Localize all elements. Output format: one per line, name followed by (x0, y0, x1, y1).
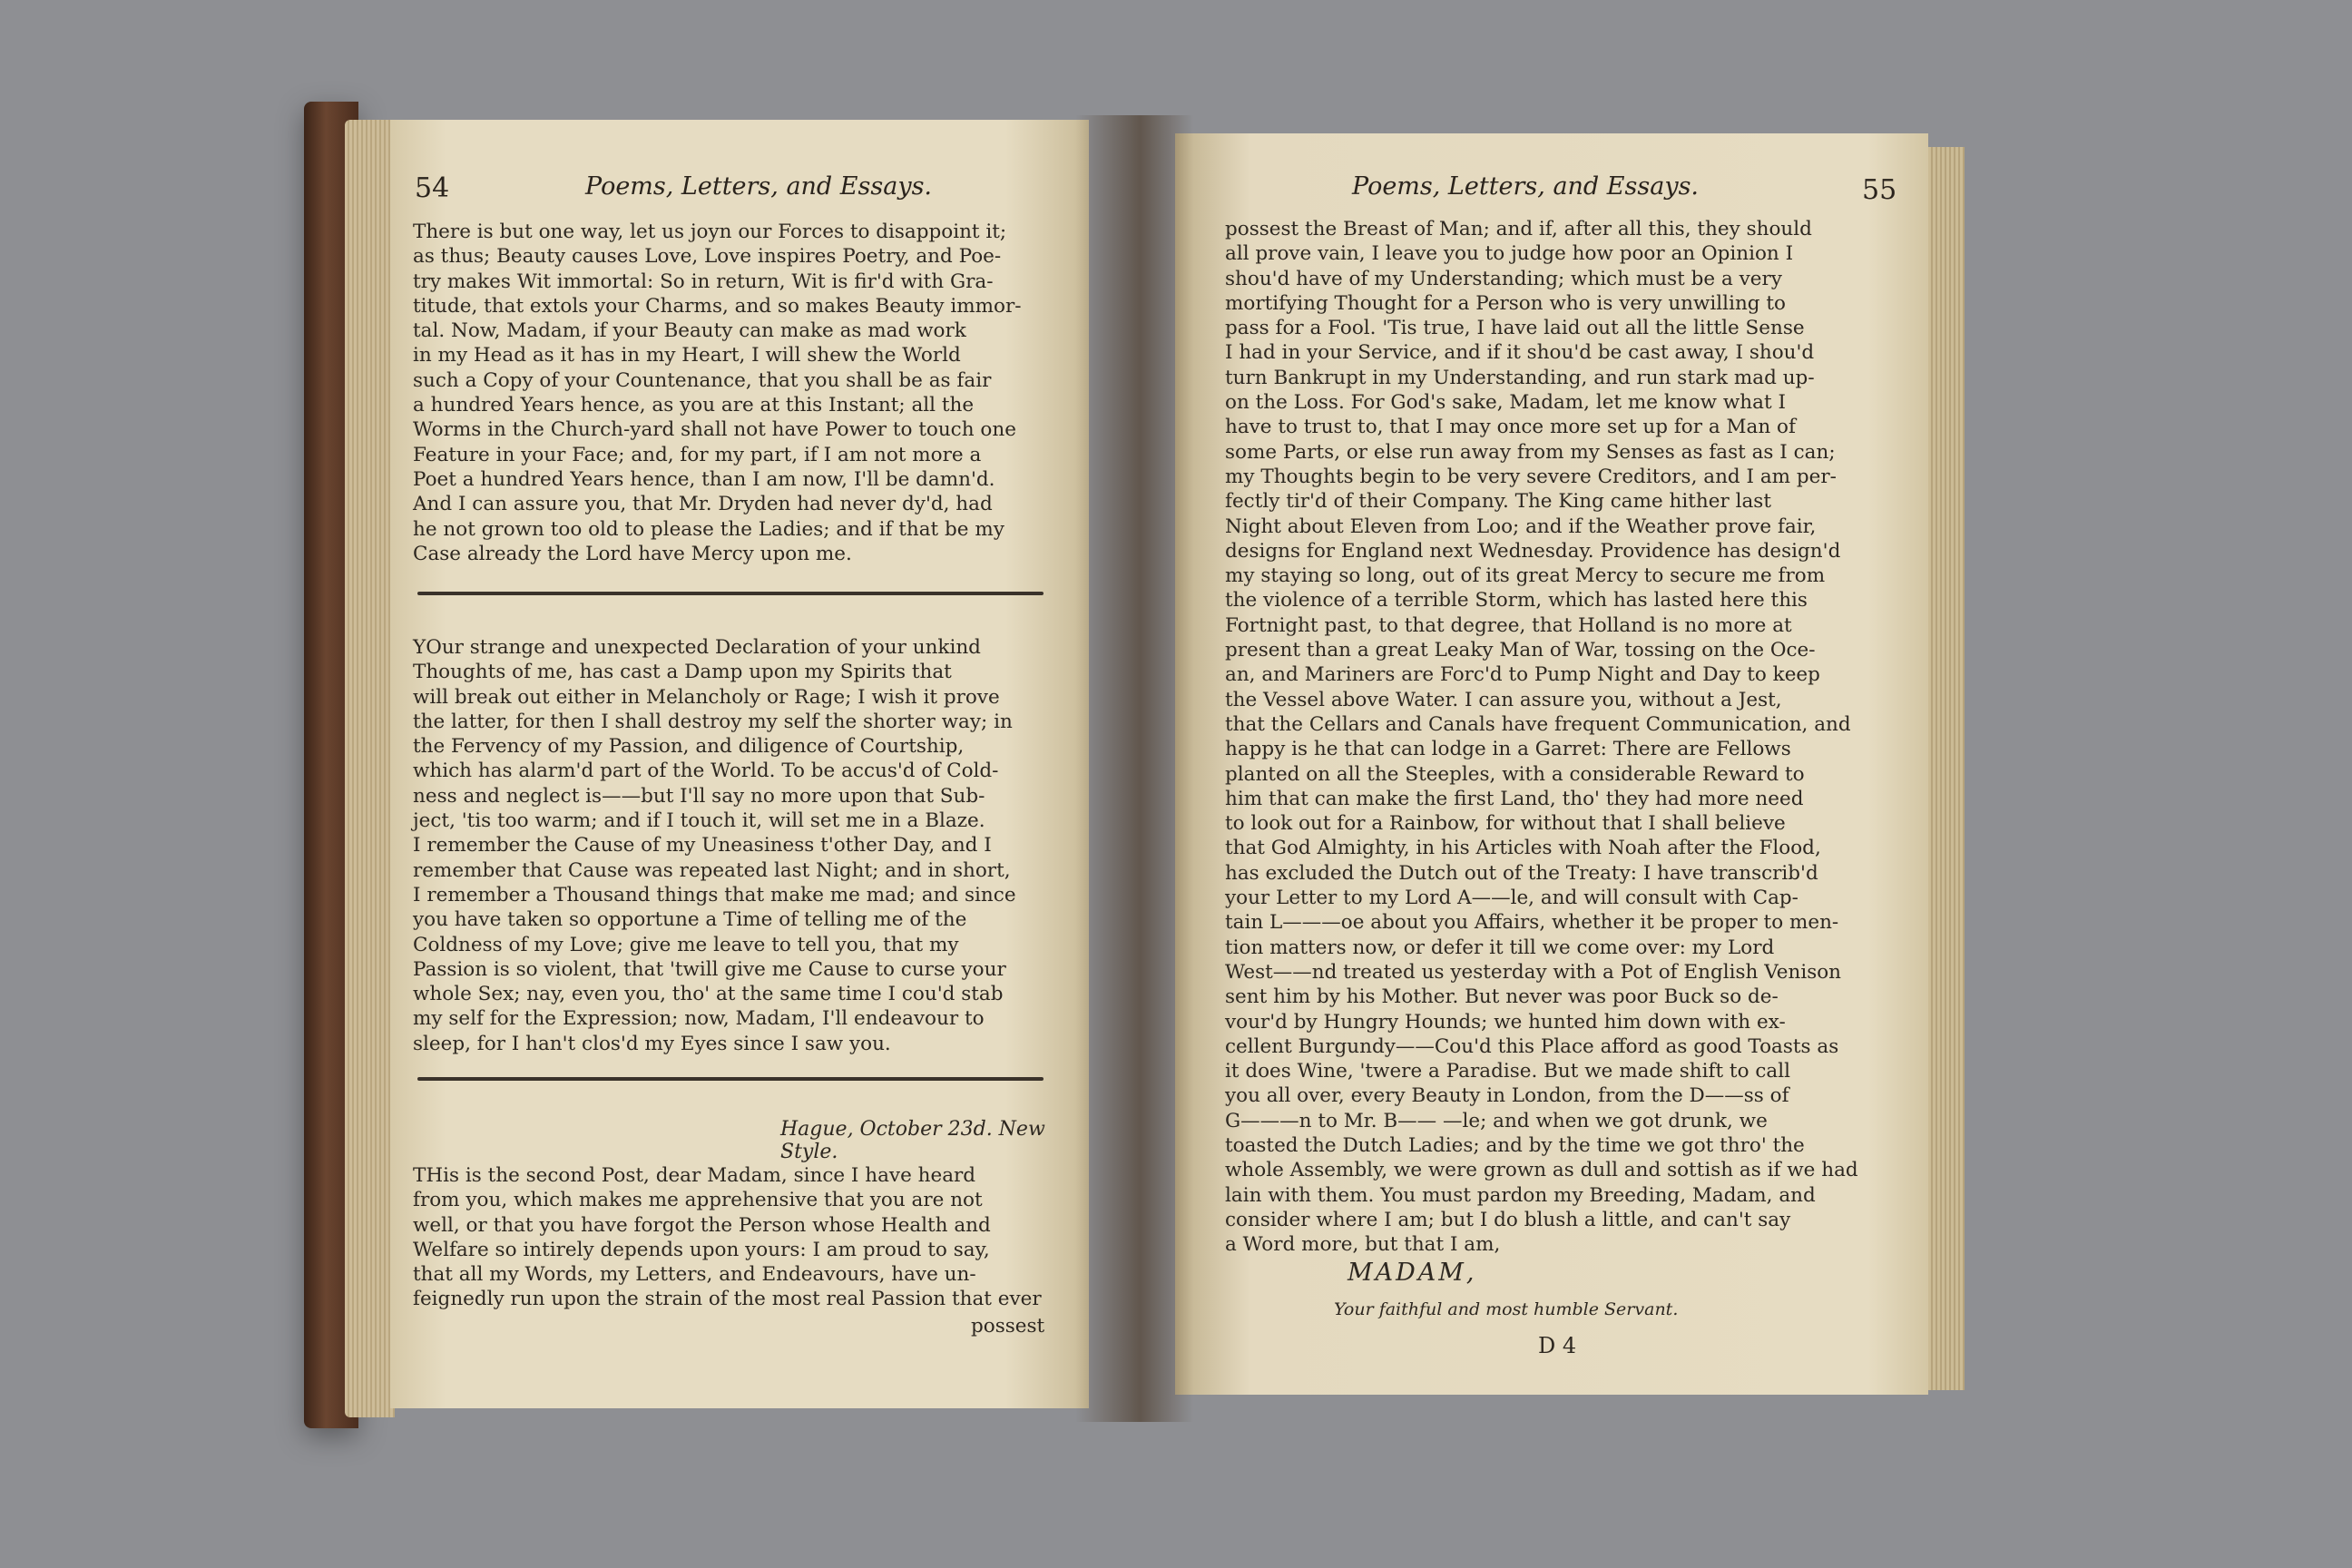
letter-2-line: Thoughts of me, has cast a Damp upon my Spirits that (413, 661, 952, 684)
right-letter-line: West——nd treated us yesterday with a Pot of English Venison (1225, 960, 1842, 984)
letter-1-line: titude, that extols your Charms, and so makes Beauty immor- (413, 294, 1022, 318)
right-letter-line: Night about Eleven from Loo; and if the Weather prove fair, (1225, 514, 1817, 538)
letter-2-line: I remember the Cause of my Uneasiness t'other Day, and I (413, 834, 992, 858)
letter-3-text (413, 1163, 1042, 1312)
letter-2-line: you have taken so opportune a Time of telling me of the (413, 908, 967, 932)
letter-1-line: Worms in the Church-yard shall not have Power to touch one (413, 418, 1016, 442)
left-running-header: Poems, Letters, and Essays. (585, 172, 933, 201)
letter-3-line: THis is the second Post, dear Madam, since I have heard (413, 1164, 976, 1187)
right-letter-line: I had in your Service, and if it shou'd be cast away, I shou'd (1225, 341, 1815, 365)
letter-2-line: the Fervency of my Passion, and diligence of Courtship, (413, 735, 965, 759)
letter-3-line: well, or that you have forgot the Person whose Health and (413, 1213, 991, 1237)
right-letter-line: present than a great Leaky Man of War, tossing on the Oce- (1225, 639, 1816, 662)
letter-2-line: which has alarm'd part of the World. To be accus'd of Cold- (413, 760, 999, 783)
signature-mark: D 4 (1538, 1333, 1577, 1358)
letter-1-line: Case already the Lord have Mercy upon me. (413, 542, 852, 565)
right-letter-line: it does Wine, 'twere a Paradise. But we made shift to call (1225, 1060, 1790, 1083)
letter-1-line: And I can assure you, that Mr. Dryden had never dy'd, had (413, 493, 993, 516)
page-edges-right (1928, 147, 1965, 1390)
letter-2-line: sleep, for I han't clos'd my Eyes since I saw you. (413, 1032, 891, 1055)
right-letter-line: some Parts, or else run away from my Senses as fast as I can; (1225, 440, 1836, 464)
letter-2-line: whole Sex; nay, even you, tho' at the same time I cou'd stab (413, 983, 1004, 1006)
right-letter-line: consider where I am; but I do blush a little, and can't say (1225, 1208, 1791, 1231)
right-letter-line: tain L———oe about you Affairs, whether it be proper to men- (1225, 911, 1839, 935)
letter-1-text (413, 220, 1022, 566)
letter-1-line: Feature in your Face; and, for my part, if I am not more a (413, 443, 982, 466)
right-letter-line: designs for England next Wednesday. Providence has design'd (1225, 539, 1841, 563)
letter-3-line: that all my Words, my Letters, and Endeavours, have un- (413, 1263, 976, 1287)
salutation: MADAM, (1348, 1259, 1477, 1287)
right-letter-line: possest the Breast of Man; and if, after all this, they should (1225, 218, 1812, 240)
letter-2-line: will break out either in Melancholy or Rage; I wish it prove (413, 685, 1000, 709)
right-letter-line: lain with them. You must pardon my Breeding, Madam, and (1225, 1183, 1816, 1207)
right-letter-line: all prove vain, I leave you to judge how poor an Opinion I (1225, 242, 1794, 266)
right-letter-line: tion matters now, or defer it till we come over: my Lord (1225, 936, 1775, 959)
letter-1-line: he not grown too old to please the Ladies; and if that be my (413, 517, 1004, 541)
letter-3-line: Welfare so intirely depends upon yours: I am proud to say, (413, 1238, 990, 1261)
left-catchword: possest (971, 1315, 1045, 1338)
letter-2-line: Passion is so violent, that 'twill give me Cause to curse your (413, 957, 1006, 981)
right-letter-line: on the Loss. For God's sake, Madam, let me know what I (1225, 391, 1786, 415)
right-letter-text (1225, 217, 1858, 1257)
right-letter-line: have to trust to, that I may once more set up for a Man of (1225, 416, 1796, 439)
right-letter-line: you all over, every Beauty in London, from the D——ss of (1225, 1084, 1789, 1108)
right-letter-line: that God Almighty, in his Articles with Noah after the Flood, (1225, 837, 1821, 860)
right-letter-line: shou'd have of my Understanding; which must be a very (1225, 267, 1782, 290)
section-rule-2 (417, 1077, 1044, 1081)
right-letter-line: happy is he that can lodge in a Garret: There are Fellows (1225, 738, 1791, 761)
right-letter-line: to look out for a Rainbow, for without that I shall believe (1225, 812, 1786, 836)
right-letter-line: a Word more, but that I am, (1225, 1233, 1501, 1257)
right-page-number: 55 (1862, 174, 1897, 206)
right-running-header: Poems, Letters, and Essays. (1352, 172, 1700, 201)
right-letter-line: sent him by his Mother. But never was poor Buck so de- (1225, 985, 1779, 1009)
letter-3-line: feignedly run upon the strain of the most real Passion that ever (413, 1288, 1042, 1311)
letter-2-line: my self for the Expression; now, Madam, I'll endeavour to (413, 1007, 985, 1031)
letter-1-line: tal. Now, Madam, if your Beauty can make as mad work (413, 319, 966, 343)
right-letter-line: that the Cellars and Canals have frequent Communication, and (1225, 712, 1851, 736)
letter-1-line: in my Head as it has in my Heart, I will shew the World (413, 344, 961, 368)
right-letter-line: the Vessel above Water. I can assure you, without a Jest, (1225, 688, 1782, 711)
right-letter-line: G———n to Mr. B—— —le; and when we got drunk, we (1225, 1109, 1768, 1132)
letter-3-line: from you, which makes me apprehensive that you are not (413, 1189, 983, 1212)
letter-2-line: I remember a Thousand things that make me mad; and since (413, 883, 1016, 906)
right-letter-line: him that can make the first Land, tho' they had more need (1225, 787, 1804, 810)
right-letter-line: has excluded the Dutch out of the Treaty: I have transcrib'd (1225, 861, 1818, 885)
right-letter-line: planted on all the Steeples, with a considerable Reward to (1225, 762, 1805, 786)
letter-1-line: try makes Wit immortal: So in return, Wit is fir'd with Gra- (413, 270, 994, 293)
right-page (1175, 133, 1928, 1395)
right-letter-line: Fortnight past, to that degree, that Holland is no more at (1225, 613, 1792, 637)
letter-2-line: remember that Cause was repeated last Night; and in short, (413, 858, 1011, 882)
right-letter-line: my Thoughts begin to be very severe Creditors, and I am per- (1225, 465, 1837, 488)
right-letter-line: toasted the Dutch Ladies; and by the time we got thro' the (1225, 1133, 1805, 1157)
book-gutter (1075, 115, 1193, 1422)
letter-2-line: the latter, for then I shall destroy my self the shorter way; in (413, 710, 1013, 733)
right-letter-line: cellent Burgundy——Cou'd this Place afford as good Toasts as (1225, 1034, 1839, 1058)
section-rule-1 (417, 592, 1044, 595)
right-letter-line: pass for a Fool. 'Tis true, I have laid out all the little Sense (1225, 317, 1805, 340)
right-letter-line: vour'd by Hungry Hounds; we hunted him down with ex- (1225, 1010, 1786, 1034)
letter-1-line: Poet a hundred Years hence, than I am now, I'll be damn'd. (413, 467, 995, 491)
signoff: Your faithful and most humble Servant. (1334, 1299, 1679, 1319)
open-book (304, 102, 1960, 1428)
right-letter-line: my staying so long, out of its great Mercy to secure me from (1225, 564, 1826, 588)
letter-1-line: as thus; Beauty causes Love, Love inspires Poetry, and Poe- (413, 245, 1002, 269)
letter-1-line: a hundred Years hence, as you are at this Instant; all the (413, 394, 975, 417)
letter-1-line: There is but one way, let us joyn our Forces to disappoint it; (413, 220, 1007, 243)
left-page (390, 120, 1089, 1408)
right-letter-line: your Letter to my Lord A——le, and will consult with Cap- (1225, 887, 1798, 910)
letter-2-line: Coldness of my Love; give me leave to tell you, that my (413, 933, 959, 956)
right-letter-line: an, and Mariners are Forc'd to Pump Night and Day to keep (1225, 663, 1820, 687)
letter-2-line: YOur strange and unexpected Declaration of your unkind (413, 636, 981, 659)
left-page-number: 54 (415, 172, 450, 204)
letter-2-text (413, 635, 1016, 1056)
letter-1-line: such a Copy of your Countenance, that you shall be as fair (413, 368, 992, 392)
letter-2-line: ject, 'tis too warm; and if I touch it, will set me in a Blaze. (413, 809, 985, 833)
right-letter-line: mortifying Thought for a Person who is very unwilling to (1225, 291, 1786, 315)
right-letter-line: fectly tir'd of their Company. The King came hither last (1225, 490, 1771, 514)
page-edges-left (345, 120, 395, 1417)
letter-2-line: ness and neglect is——but I'll say no more upon that Sub- (413, 784, 985, 808)
right-letter-line: turn Bankrupt in my Understanding, and run stark mad up- (1225, 366, 1815, 389)
right-letter-line: whole Assembly, we were grown as dull and sottish as if we had (1225, 1159, 1858, 1182)
letter-3-dateline: Hague, October 23d. New Style. (780, 1118, 1045, 1163)
right-letter-line: the violence of a terrible Storm, which has lasted here this (1225, 589, 1808, 612)
